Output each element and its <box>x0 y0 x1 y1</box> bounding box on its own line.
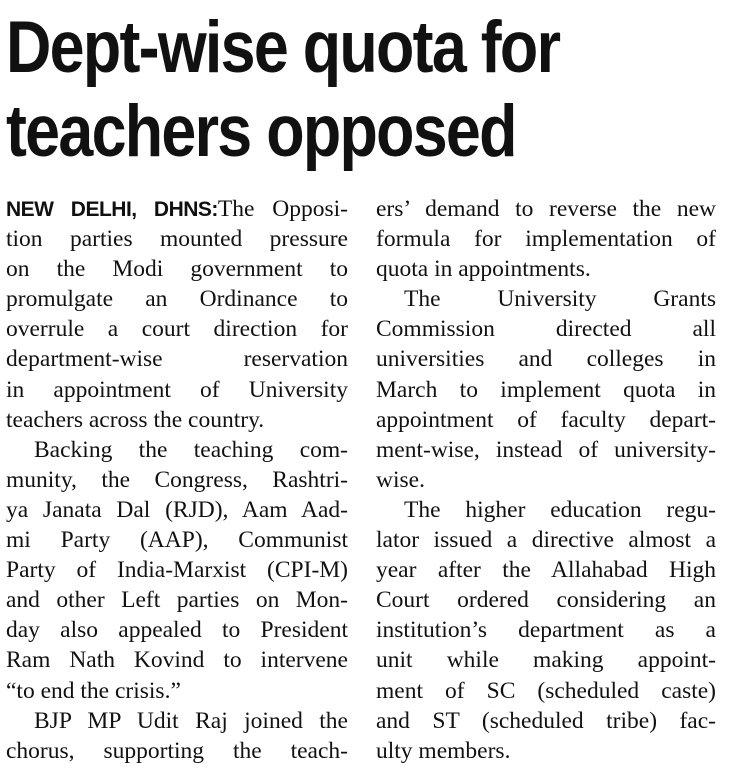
article-line: overrule a court direction for <box>6 316 348 343</box>
article-line: chorus, supporting the teach- <box>6 737 348 764</box>
article-line: ment-wise, instead of university- <box>376 436 716 463</box>
article-line: institution’s department as a <box>376 617 716 644</box>
article-line: “to end the crisis.” <box>6 677 181 704</box>
article-line: day also appealed to President <box>6 617 348 644</box>
article-line: Backing the teaching com- <box>34 436 348 463</box>
article-line: The University Grants <box>404 286 716 313</box>
article-line: teachers across the country. <box>6 406 265 433</box>
article-line: department-wise reservation <box>6 346 348 373</box>
article-line: year after the Allahabad High <box>376 557 716 584</box>
article-line: munity, the Congress, Rashtri- <box>6 466 348 493</box>
article-line: lator issued a directive almost a <box>376 527 716 554</box>
headline-line-2: teachers opposed <box>6 91 516 172</box>
article-line: BJP MP Udit Raj joined the <box>34 707 348 734</box>
article-line <box>6 194 348 224</box>
article-line: ulty members. <box>376 737 511 764</box>
article-line: unit while making appoint- <box>376 647 716 674</box>
article-line: March to implement quota in <box>376 376 716 403</box>
article-line: ya Janata Dal (RJD), Aam Aad- <box>6 496 348 523</box>
article-line: Ram Nath Kovind to intervene <box>6 647 348 674</box>
article-line: in appointment of University <box>6 376 348 403</box>
article-line: and other Left parties on Mon- <box>6 587 348 614</box>
article-line: Commission directed all <box>376 316 716 343</box>
article-line: The higher education regu- <box>404 496 716 523</box>
article-line: promulgate an Ordinance to <box>6 286 348 313</box>
article-line: on the Modi government to <box>6 256 348 283</box>
article-line: and ST (scheduled tribe) fac- <box>376 707 716 734</box>
dateline: NEW DELHI, DHNS: <box>6 198 218 221</box>
article-line: mi Party (AAP), Communist <box>6 527 348 554</box>
article-column-left <box>6 194 348 766</box>
article-line: formula for implementation of <box>376 226 716 253</box>
article-line: Court ordered considering an <box>376 587 716 614</box>
article-line: appointment of faculty depart- <box>376 406 716 433</box>
article-line: quota in appointments. <box>376 256 591 283</box>
headline-line-1: Dept-wise quota for <box>6 7 560 88</box>
article-line: ers’ demand to reverse the new <box>376 196 716 222</box>
article-column-right <box>376 194 716 766</box>
article-line: wise. <box>376 466 425 493</box>
article-line: universities and colleges in <box>376 346 716 373</box>
article-line: Party of India-Marxist (CPI-M) <box>6 557 348 584</box>
article-line: ment of SC (scheduled caste) <box>376 677 716 704</box>
article-line-text: The Opposi- <box>217 196 348 222</box>
article-line: tion parties mounted pressure <box>6 226 348 253</box>
headline <box>6 6 625 174</box>
